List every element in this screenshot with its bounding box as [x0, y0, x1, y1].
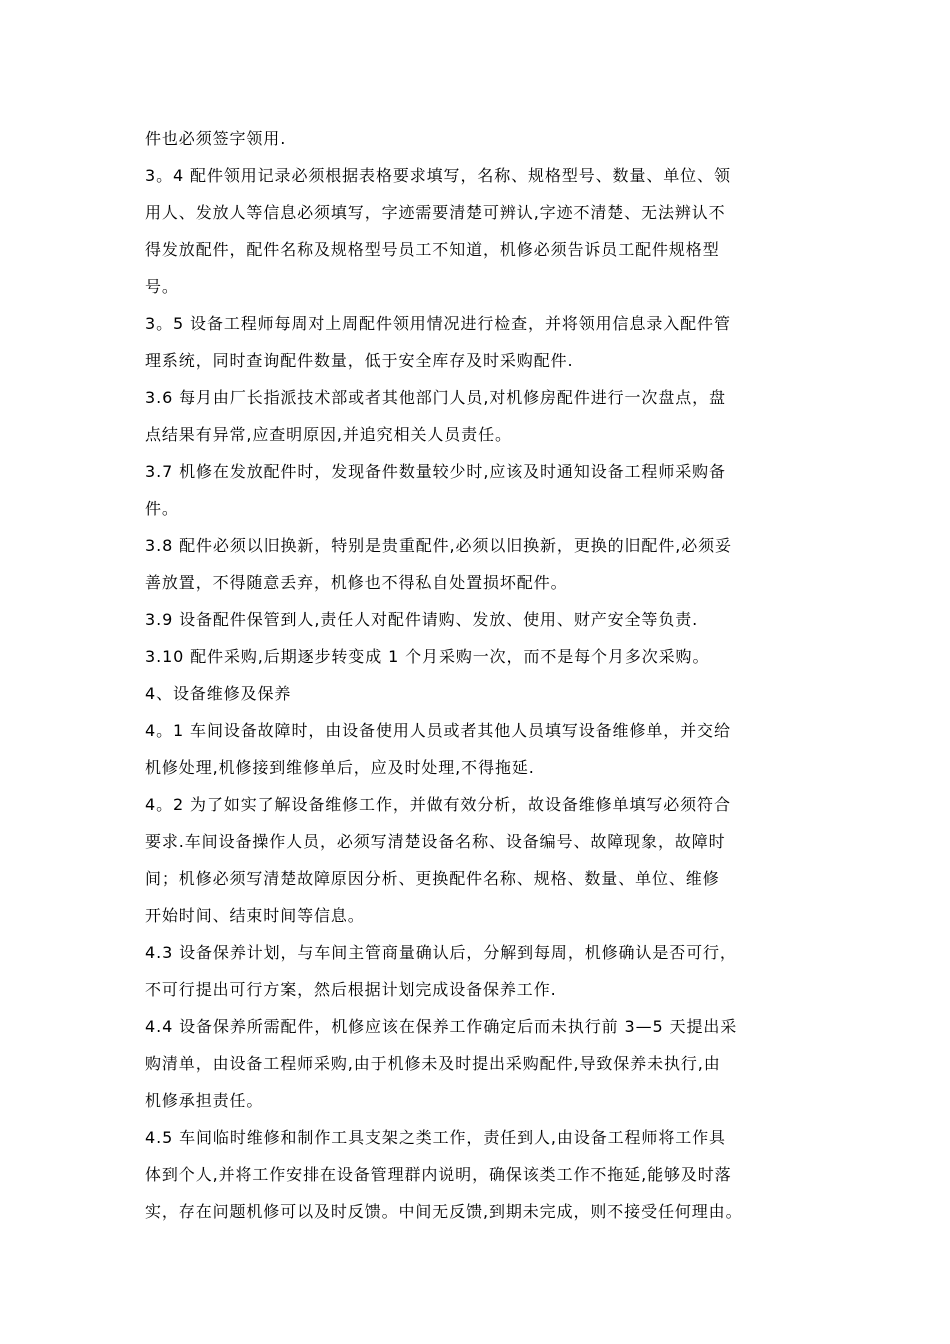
text-line: 体到个人,并将工作安排在设备管理群内说明，确保该类工作不拖延,能够及时落 [145, 1165, 732, 1184]
text-line: 要求.车间设备操作人员，必须写清楚设备名称、设备编号、故障现象，故障时 [145, 832, 726, 851]
text-line: 用人、发放人等信息必须填写，字迹需要清楚可辨认,字迹不清楚、无法辨认不 [145, 203, 726, 222]
text-line: 件。 [145, 499, 179, 518]
text-line: 不可行提出可行方案，然后根据计划完成设备保养工作. [145, 980, 557, 999]
text-line: 3。5 设备工程师每周对上周配件领用情况进行检查，并将领用信息录入配件管 [145, 314, 731, 333]
text-line: 机修处理,机修接到维修单后，应及时处理,不得拖延. [145, 758, 535, 777]
text-line: 4.5 车间临时维修和制作工具支架之类工作，责任到人,由设备工程师将工作具 [145, 1128, 726, 1147]
text-line: 得发放配件，配件名称及规格型号员工不知道，机修必须告诉员工配件规格型 [145, 240, 720, 259]
text-line: 机修承担责任。 [145, 1091, 264, 1110]
text-line: 3.8 配件必须以旧换新，特别是贵重配件,必须以旧换新，更换的旧配件,必须妥 [145, 536, 732, 555]
text-line: 3。4 配件领用记录必须根据表格要求填写，名称、规格型号、数量、单位、领 [145, 166, 731, 185]
text-line: 3.9 设备配件保管到人,责任人对配件请购、发放、使用、财产安全等负责. [145, 610, 699, 629]
section-heading: 4、设备维修及保养 [145, 684, 292, 703]
text-line: 4。2 为了如实了解设备维修工作，并做有效分析，故设备维修单填写必须符合 [145, 795, 731, 814]
text-line: 间；机修必须写清楚故障原因分析、更换配件名称、规格、数量、单位、维修 [145, 869, 720, 888]
text-line: 件也必须签字领用. [145, 129, 287, 148]
text-line: 4.3 设备保养计划，与车间主管商量确认后，分解到每周，机修确认是否可行， [145, 943, 737, 962]
text-line: 开始时间、结束时间等信息。 [145, 906, 365, 925]
text-line: 理系统，同时查询配件数量，低于安全库存及时采购配件. [145, 351, 574, 370]
text-line: 实，存在问题机修可以及时反馈。中间无反馈,到期未完成，则不接受任何理由。 [145, 1202, 743, 1221]
text-line: 号。 [145, 277, 179, 296]
text-line: 4.4 设备保养所需配件，机修应该在保养工作确定后而未执行前 3—5 天提出采 [145, 1017, 738, 1036]
text-line: 善放置，不得随意丢弃，机修也不得私自处置损坏配件。 [145, 573, 568, 592]
text-line: 3.6 每月由厂长指派技术部或者其他部门人员,对机修房配件进行一次盘点，盘 [145, 388, 726, 407]
document-body [145, 120, 815, 1230]
text-line: 3.7 机修在发放配件时，发现备件数量较少时,应该及时通知设备工程师采购备 [145, 462, 726, 481]
text-line: 3.10 配件采购,后期逐步转变成 1 个月采购一次，而不是每个月多次采购。 [145, 647, 710, 666]
text-line: 购清单，由设备工程师采购,由于机修未及时提出采购配件,导致保养未执行,由 [145, 1054, 721, 1073]
text-line: 点结果有异常,应查明原因,并追究相关人员责任。 [145, 425, 512, 444]
text-line: 4。1 车间设备故障时，由设备使用人员或者其他人员填写设备维修单，并交给 [145, 721, 731, 740]
